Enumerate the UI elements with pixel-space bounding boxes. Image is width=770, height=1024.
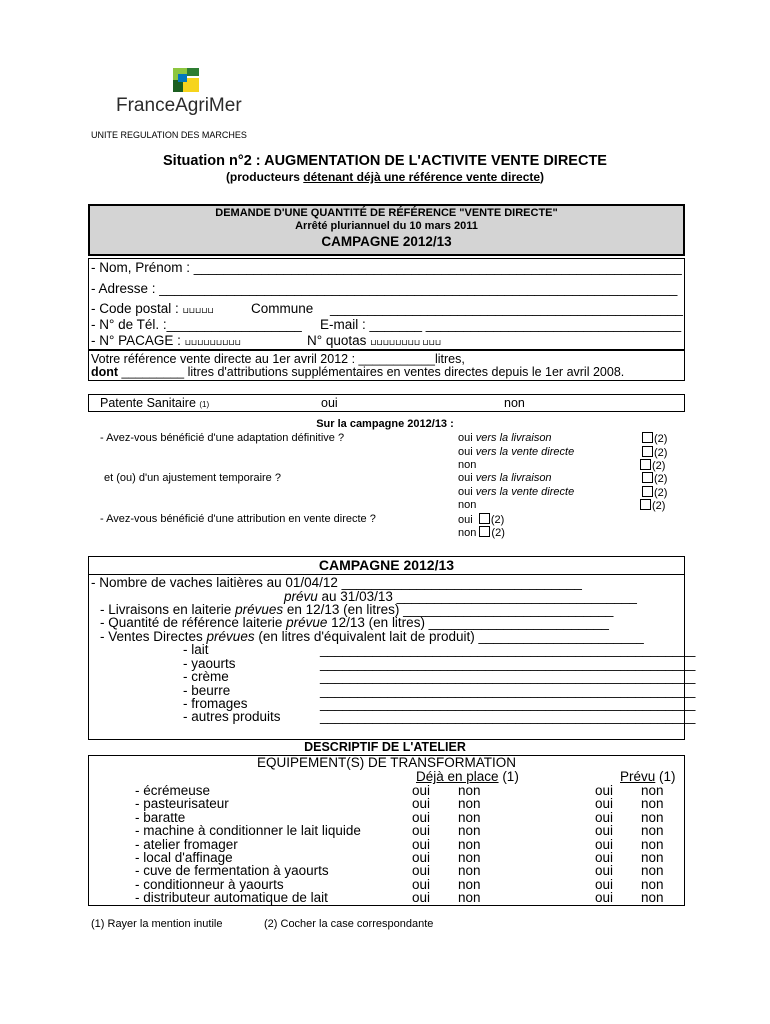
- equipment-deja-oui[interactable]: oui: [412, 877, 431, 892]
- quotas-field[interactable]: N° quotas ⊔⊔⊔⊔⊔⊔⊔⊔ ⊔⊔⊔: [307, 333, 442, 348]
- product-beurre: - beurre: [183, 683, 231, 698]
- option-adapt-non: non: [458, 459, 477, 471]
- unit-label: UNITE REGULATION DES MARCHES: [91, 130, 247, 140]
- questions-heading: Sur la campagne 2012/13 :: [316, 418, 454, 430]
- commune-label: Commune: [251, 301, 314, 316]
- equipment-deja-non[interactable]: non: [458, 863, 481, 878]
- equipment-prevu-non[interactable]: non: [641, 837, 664, 852]
- checkbox-icon: [642, 486, 653, 497]
- option-adapt-vente: oui vers la vente directe: [458, 446, 575, 458]
- equipment-label: - machine à conditionner le lait liquide: [135, 823, 361, 838]
- equipment-prevu-oui[interactable]: oui: [595, 877, 614, 892]
- atelier-subtitle: EQUIPEMENT(S) DE TRANSFORMATION: [256, 755, 516, 770]
- equipment-label: - local d'affinage: [135, 850, 233, 865]
- equipment-deja-oui[interactable]: oui: [412, 837, 431, 852]
- equipment-label: - conditionneur à yaourts: [135, 877, 284, 892]
- code-postal-field[interactable]: - Code postal : ⊔⊔⊔⊔⊔: [91, 301, 214, 316]
- code-postal-boxes: ⊔⊔⊔⊔⊔: [182, 306, 214, 315]
- option-ajust-livraison: oui vers la livraison: [458, 472, 552, 484]
- equipment-label: - pasteurisateur: [135, 796, 229, 811]
- checkbox-attrib-oui[interactable]: oui (2): [458, 514, 505, 526]
- checkbox-ajust-non[interactable]: (2): [640, 499, 665, 512]
- patente-non[interactable]: non: [504, 396, 525, 410]
- equipment-prevu-non[interactable]: non: [641, 877, 664, 892]
- request-line2: Arrêté pluriannuel du 10 mars 2011: [295, 220, 478, 232]
- checkbox-icon: [642, 472, 653, 483]
- question-ajustement: et (ou) d'un ajustement temporaire ?: [104, 472, 281, 484]
- product-yaourts: - yaourts: [183, 656, 236, 671]
- equipment-prevu-oui[interactable]: oui: [595, 890, 614, 905]
- question-adaptation: - Avez-vous bénéficié d'une adaptation définitive ?: [100, 432, 345, 444]
- product-lait-line[interactable]: __________________________________________________: [320, 642, 696, 657]
- equipment-prevu-oui[interactable]: oui: [595, 837, 614, 852]
- product-autres-line[interactable]: __________________________________________________: [320, 709, 696, 724]
- campagne-title: CAMPAGNE 2012/13: [318, 557, 455, 573]
- equipment-prevu-oui[interactable]: oui: [595, 823, 614, 838]
- equipment-prevu-non[interactable]: non: [641, 796, 664, 811]
- footnote-2: (2) Cocher la case correspondante: [264, 918, 434, 930]
- ventes-field[interactable]: - Ventes Directes prévues (en litres d'équivalent lait de produit) ______________________: [100, 629, 644, 644]
- product-autres: - autres produits: [183, 709, 281, 724]
- checkbox-icon: [479, 526, 490, 537]
- product-lait: - lait: [183, 642, 209, 657]
- request-campaign: CAMPAGNE 2012/13: [321, 234, 452, 249]
- equipment-prevu-oui[interactable]: oui: [595, 810, 614, 825]
- checkbox-icon: [642, 432, 653, 443]
- livraisons-field[interactable]: - Livraisons en laiterie prévues en 12/13 (en litres) ____________________________: [100, 602, 614, 617]
- equipment-prevu-non[interactable]: non: [641, 823, 664, 838]
- nom-field[interactable]: - Nom, Prénom : _________________________________________________________________: [91, 260, 682, 275]
- equipment-prevu-non[interactable]: non: [641, 850, 664, 865]
- page-title: Situation n°2 : AUGMENTATION DE L'ACTIVITE VENTE DIRECTE: [163, 153, 607, 169]
- reference-line1[interactable]: Votre référence vente directe au 1er avril 2012 : ___________litres,: [91, 352, 465, 366]
- equipment-deja-oui[interactable]: oui: [412, 863, 431, 878]
- equipment-deja-non[interactable]: non: [458, 850, 481, 865]
- equipment-label: - écrémeuse: [135, 783, 211, 798]
- product-creme: - crème: [183, 669, 229, 684]
- prevu-header: Prévu (1): [620, 769, 676, 784]
- logo-text: FranceAgriMer: [116, 95, 242, 116]
- equipment-prevu-oui[interactable]: oui: [595, 783, 614, 798]
- equipment-deja-oui[interactable]: oui: [412, 796, 431, 811]
- option-ajust-vente: oui vers la vente directe: [458, 486, 575, 498]
- equipment-prevu-non[interactable]: non: [641, 783, 664, 798]
- telephone-field[interactable]: - N° de Tél. :__________________: [91, 317, 302, 332]
- request-line1: DEMANDE D'UNE QUANTITÉ DE RÉFÉRENCE "VENTE DIRECTE": [215, 207, 558, 219]
- checkbox-icon: [640, 459, 651, 470]
- checkbox-icon: [479, 513, 490, 524]
- option-adapt-livraison: oui vers la livraison: [458, 432, 552, 444]
- commune-field[interactable]: _______________________________________________: [330, 301, 683, 316]
- checkbox-ajust-vente[interactable]: (2): [642, 486, 667, 499]
- option-ajust-non: non: [458, 499, 477, 511]
- product-fromages: - fromages: [183, 696, 248, 711]
- patente-oui[interactable]: oui: [321, 396, 338, 410]
- checkbox-adapt-vente[interactable]: (2): [642, 446, 667, 459]
- equipment-deja-non[interactable]: non: [458, 810, 481, 825]
- equipment-prevu-non[interactable]: non: [641, 890, 664, 905]
- product-creme-line[interactable]: __________________________________________________: [320, 669, 696, 684]
- equipment-label: - distributeur automatique de lait: [135, 890, 328, 905]
- equipment-prevu-non[interactable]: non: [641, 810, 664, 825]
- equipment-deja-oui[interactable]: oui: [412, 810, 431, 825]
- equipment-prevu-oui[interactable]: oui: [595, 850, 614, 865]
- product-fromages-line[interactable]: __________________________________________________: [320, 696, 696, 711]
- equipment-deja-non[interactable]: non: [458, 890, 481, 905]
- page-subtitle: (producteurs détenant déjà une référence vente directe): [225, 170, 545, 184]
- checkbox-attrib-non[interactable]: non (2): [458, 527, 505, 539]
- adresse-field[interactable]: - Adresse : _____________________________________________________________________: [91, 281, 678, 296]
- checkbox-ajust-livraison[interactable]: (2): [642, 472, 667, 485]
- equipment-deja-non[interactable]: non: [458, 783, 481, 798]
- footnote-1: (1) Rayer la mention inutile: [91, 918, 223, 930]
- equipment-deja-oui[interactable]: oui: [412, 823, 431, 838]
- equipment-prevu-oui[interactable]: oui: [595, 863, 614, 878]
- question-attribution: - Avez-vous bénéficié d'une attribution en vente directe ?: [100, 513, 376, 525]
- equipment-deja-oui[interactable]: oui: [412, 783, 431, 798]
- product-yaourts-line[interactable]: __________________________________________________: [320, 656, 696, 671]
- checkbox-icon: [642, 446, 653, 457]
- pacage-boxes: ⊔⊔⊔⊔⊔⊔⊔⊔⊔: [184, 338, 241, 347]
- atelier-title: DESCRIPTIF DE L'ATELIER: [304, 740, 466, 754]
- checkbox-icon: [640, 499, 651, 510]
- equipment-deja-oui[interactable]: oui: [412, 850, 431, 865]
- equipment-label: - atelier fromager: [135, 837, 238, 852]
- logo-mark-icon: [170, 66, 206, 96]
- email-field[interactable]: E-mail : _______ __________________________________: [320, 317, 682, 332]
- equipment-deja-non[interactable]: non: [458, 796, 481, 811]
- equipment-prevu-oui[interactable]: oui: [595, 796, 614, 811]
- reference-line2[interactable]: dont _________ litres d'attributions supplémentaires en ventes directes depuis le 1er avril 2008.: [91, 365, 625, 379]
- product-beurre-line[interactable]: __________________________________________________: [320, 683, 696, 698]
- checkbox-adapt-non[interactable]: (2): [640, 459, 665, 472]
- equipment-deja-non[interactable]: non: [458, 877, 481, 892]
- equipment-prevu-non[interactable]: non: [641, 863, 664, 878]
- quantite-field[interactable]: - Quantité de référence laiterie prévue 12/13 (en litres) ________________________: [100, 615, 609, 630]
- equipment-label: - baratte: [135, 810, 186, 825]
- checkbox-adapt-livraison[interactable]: (2): [642, 432, 667, 445]
- quotas-boxes: ⊔⊔⊔⊔⊔⊔⊔⊔ ⊔⊔⊔: [370, 338, 442, 347]
- pacage-field[interactable]: - N° PACAGE : ⊔⊔⊔⊔⊔⊔⊔⊔⊔: [91, 333, 241, 348]
- vaches-field[interactable]: - Nombre de vaches laitières au 01/04/12 ________________________________: [91, 575, 582, 590]
- equipment-deja-oui[interactable]: oui: [412, 890, 431, 905]
- equipment-deja-non[interactable]: non: [458, 823, 481, 838]
- vaches-prevu-field[interactable]: prévu au 31/03/13 ________________________________: [284, 589, 637, 604]
- equipment-label: - cuve de fermentation à yaourts: [135, 863, 329, 878]
- patente-label: Patente Sanitaire (1): [100, 396, 210, 410]
- deja-header: Déjà en place (1): [416, 769, 519, 784]
- equipment-deja-non[interactable]: non: [458, 837, 481, 852]
